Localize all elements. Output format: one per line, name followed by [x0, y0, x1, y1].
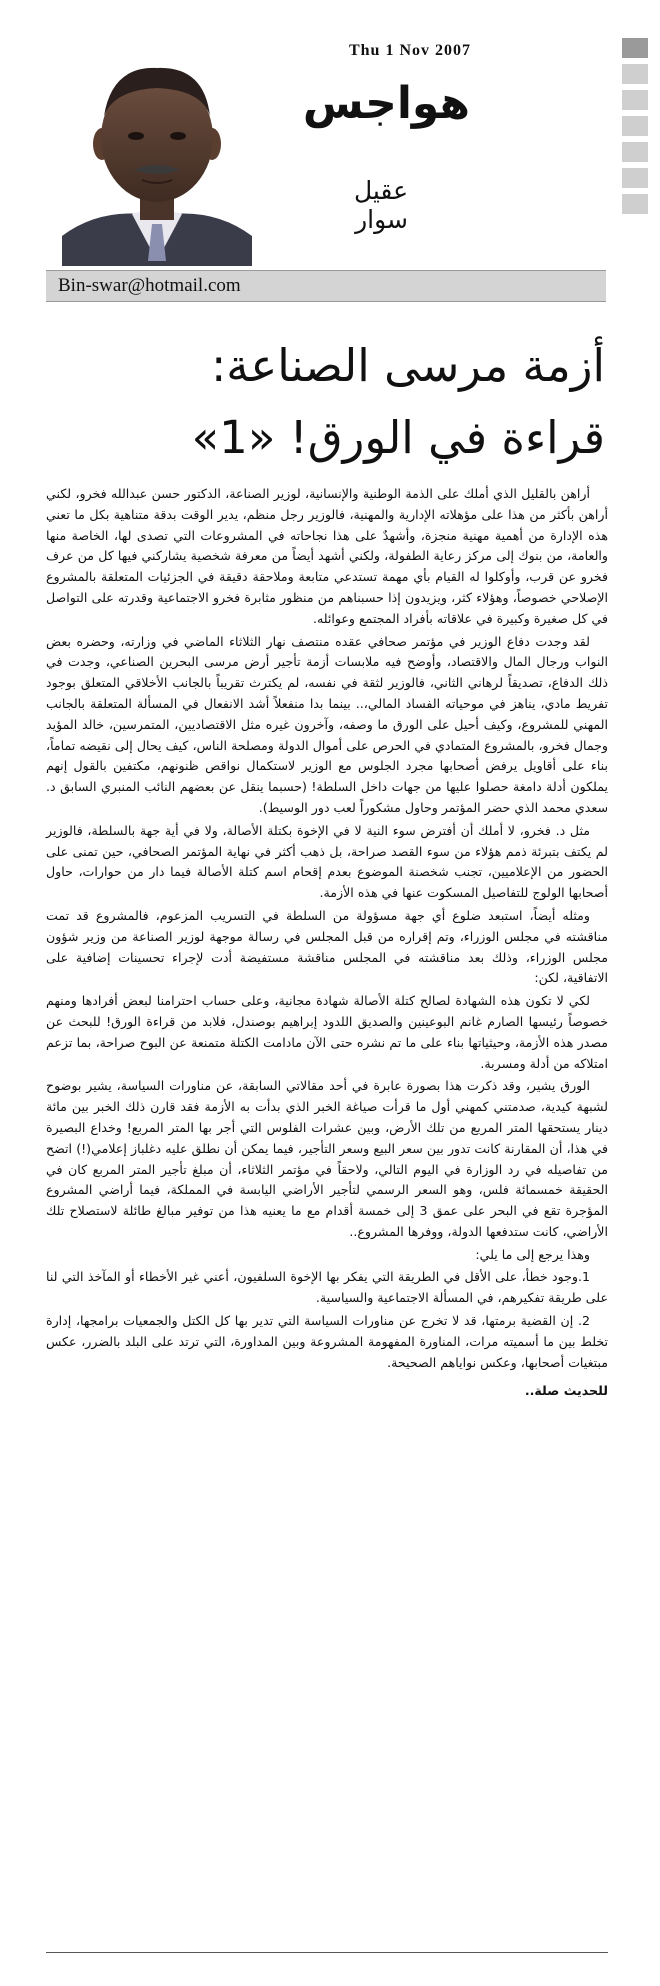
- paragraph-4: ومثله أيضاً، استبعد ضلوع أي جهة مسؤولة من السلطة في التسريب المزعوم، فالمشروع قد تمت مناقشته في مجلس الوزراء، وتم إقراره من قبل المجلس في رسالة موجهة لوزير الصناعة من وزير شؤون مجلس الوزراء، وذلك بعد مناقشته في المجلس مناقشة مستفيضة أدت لإجراء تحسينات إضافية على الاتفاقية، لكن:: [46, 907, 608, 986]
- headline-line-1: أزمة مرسى الصناعة:: [211, 339, 605, 392]
- issue-date: Thu 1 Nov 2007: [348, 42, 472, 59]
- author-portrait: [62, 46, 252, 266]
- paragraph-9: 2. إن القضية برمتها، قد لا تخرج عن مناورات السياسة التي تدير بها كل الكتل والجمعيات برامجها، إدارة تخلط بين ما أسميته مرات، المناورة المفهومة المشروعة وبين المداورة، التي ترتد على البلد بالضرر، عكس مبتغيات أصحابها، وعكس نواياهم الصحيحة.: [46, 1313, 608, 1370]
- paragraph-1: أراهن بالقليل الذي أملك على الذمة الوطنية والإنسانية، لوزير الصناعة، الدكتور حسن عبدالله فخرو، لكني أراهن بأكثر من هذا على مؤهلاته الإدارية والمهنية، فالوزير رجل منظم، يدير الوقت بدقة متناهية بكل ما تعني هذه الإدارة من أهمية مهنية منجزة، وأشهدٌ على هذا نجاحاته في المشروعات التي تصدى لها، الخاصة منها والعامة، من بنوك إلى مركز رعاية الطفولة، ولكني أشهد أيضاً من معرفة شخصية يشاركني فيها كل من عرف فخرو عن قرب، وأوكلوا له القيام بأي مهمة تستدعي متابعة وملاحقة دقيقة في الجزئيات المتعلقة بالمشروع الإصلاحي خصوصاً، وهؤلاء كثر، ويزيدون إذا حسبناهم من منظور مثابرة فخرو الاجتماعية وقدرته على التواصل في كل صغيرة وكبيرة في علاقاته بأفراد المجتمع وعوائله.: [46, 486, 608, 626]
- headline-line-2: قراءة في الورق! «1»: [191, 411, 605, 464]
- side-marker-strip: [622, 38, 648, 220]
- paragraph-8: 1.وجود خطأ، على الأقل في الطريقة التي يفكر بها الإخوة السلفيون، أعني غير الأخطاء أو المآخذ التي لنا على طريقة تفكيرهم، في المسألة الاجتماعية والسياسية.: [46, 1269, 608, 1306]
- paragraph-2: لقد وجدت دفاع الوزير في مؤتمر صحافي عقده منتصف نهار الثلاثاء الماضي في وزارته، وحضره بعض النواب ورجال المال والاقتصاد، وأوضح فيه ملابسات أزمة تأجير أرض مرسى البحرين الصناعي، وجدت في ذلك الدفاع، تصديقاً لرهاني الثاني، فالوزير لثقة في نفسه، لم يكترث تقريباً بالجانب الأخلاقي المتعلق بوجود تفريط مادي، يناهز في موحياته الفساد المالي،.. بينما بدا منفعلاً أشد الانفعال في المسألة المتعلقة بالجانب المهني للمشروع، وكيف أحيل على الورق ما وصفه، وآخرون غيره مثل الاقتصاديين، المتمرسين، خالد المؤيد وجمال فخرو، بالمشروع المتمادي في الحرص على أموال الدولة ومصلحة الناس، كيف يحال إلى نقيضه تماماً، بناء على أقاويل يرفض أصحابها مجرد الجلوس مع الوزير لاستكمال نواقص ظنونهم، مكتفين بالقول إنهم يملكون أدلة دامغة حصلوا عليها من جهات داخل السلطة! (حسبما ينقل عن بعضهم النائب المنبري السابق د. سعدي محمد الذي حضر المؤتمر وحاول مشكوراً لعب دور الوسيط).: [46, 633, 608, 815]
- bottom-divider: [46, 1952, 608, 1953]
- email-bar: [46, 270, 606, 302]
- paragraph-7: وهذا يرجع إلى ما يلي:: [475, 1246, 590, 1262]
- column-title: هواجس: [302, 78, 470, 129]
- paragraph-6: الورق يشير، وقد ذكرت هذا بصورة عابرة في أحد مقالاتي السابقة، عن مناورات السياسة، يشير بوضوح لشبهة كيدية، صدمتني كمهني أول ما قرأت صياغة الخبر الذي بدأت به الأزمة فقد قارن ذلك الخبر بين مائة دينار يستحقها المتر المربع من تلك الأرض، وبين عشرات الفلوس التي أجر بها المتر المربع! وخداع البصيرة في هذا، أن المقارنة كانت تدور بين سعر البيع وسعر التأجير، فيما يمكن أن نطلق عليه دغلباز إعلامي(!) اتضح من تفاصيله في رد الوزارة في اليوم التالي، ولاحقاً في مؤتمر الثلاثاء، أن مبلغ تأجير المتر المربع كان في الحقيقة خمسمائة فلس، وهو السعر الرسمي لتأجير الأراضي اليابسة في المملكة، فيما أراضي المشروع المؤجرة تقع في البحر على عمق 3 إلى خمسة أقدام مع ما يعنيه هذا من توفير مبالغ طائلة لاستصلاح تلك الأراضي، كانت ستدفعها الدولة، ووفرها المشروع..: [46, 1078, 609, 1239]
- paragraph-5: لكي لا تكون هذه الشهادة لصالح كتلة الأصالة شهادة مجانية، وعلى حساب احترامنا لبعض أفرادها ومنهم خصوصاً رئيسها الصارم غانم البوعينين والصديق اللدود إبراهيم بوصندل، فلابد من قراءة الورق! للبحث عن مصدر هذه الأزمة، وحيثياتها بناء على ما تم نشره حتى الآن مادامت الكتلة متمنعة عن البوح صراحة، بما تزعم امتلاكه من أدلة ومسربة.: [46, 993, 608, 1071]
- paragraph-3: مثل د. فخرو، لا أملك أن أفترض سوء النية لا في الإخوة بكتلة الأصالة، ولا في أية جهة بالسلطة، فالوزير لم يكتف بتبرئة ذمم هؤلاء من سوء القصد صراحة، بل ذهب أكثر في نهاية المؤتمر الصحافي، حين تمنى على الحضور من الإعلاميين، تجنب شخصنة الموضوع بعدم إقحام اسم كتلة الأصالة فيما دار من حوارات، حاول أصحابها الولوج للتفاصيل المسكوت عنها في هذه الأزمة.: [46, 822, 608, 901]
- article-body: [46, 484, 608, 1404]
- article-headline: [150, 330, 605, 474]
- author-name: عقيل سوار: [353, 176, 408, 234]
- signoff: للحديث صلة..: [524, 1383, 608, 1399]
- author-email[interactable]: Bin-swar@hotmail.com: [58, 275, 241, 296]
